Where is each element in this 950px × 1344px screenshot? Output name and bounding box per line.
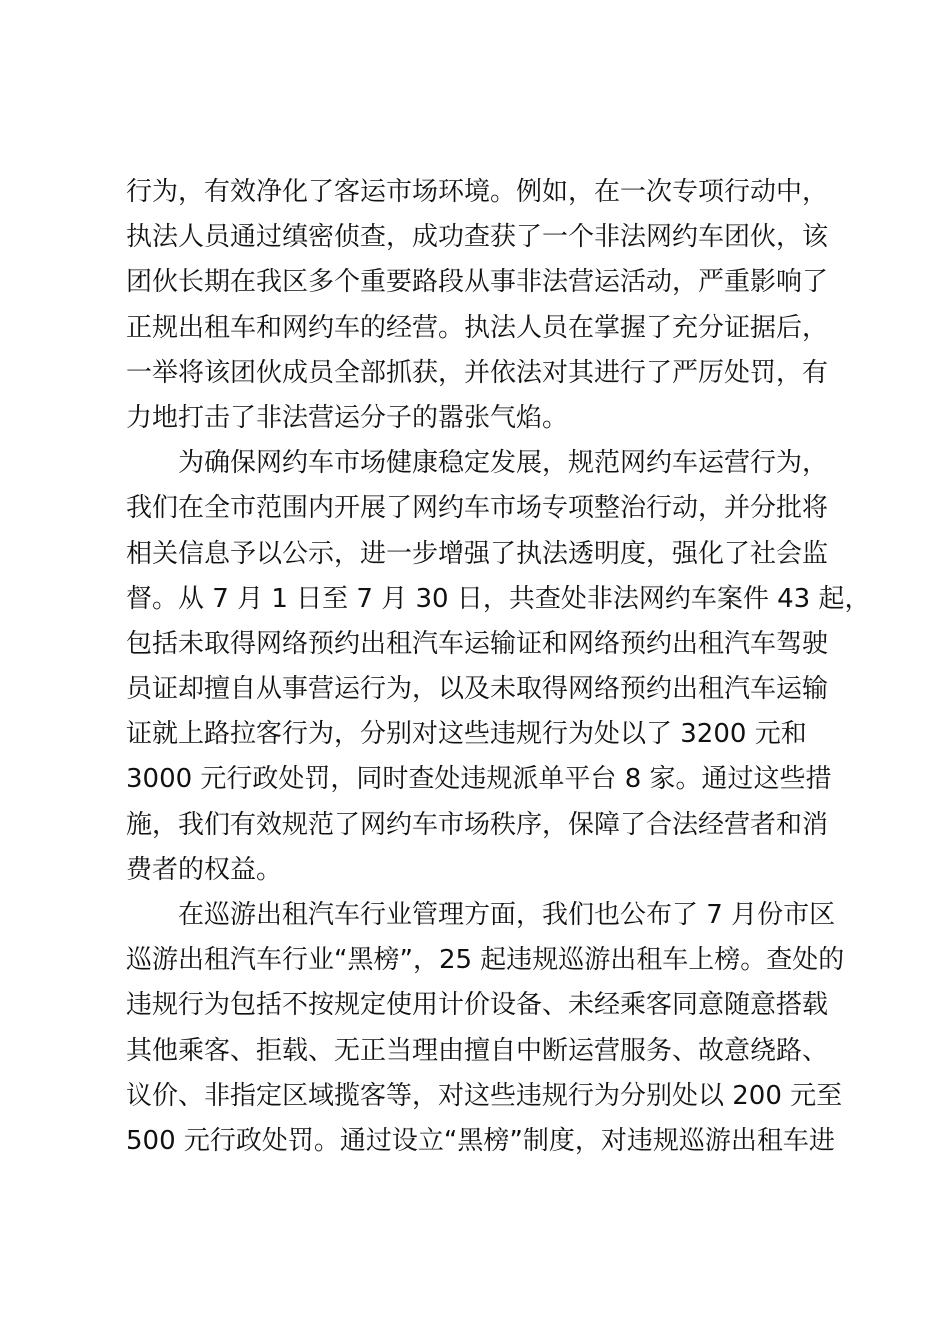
text-line: 议价、非指定区域揽客等，对这些违规行为分别处以 200 元至 xyxy=(126,1080,843,1111)
text-line: 督。从 7 月 1 日至 7 月 30 日，共查处非法网约车案件 43 起， xyxy=(126,583,871,614)
text-line: 为确保网约车市场健康稳定发展，规范网约车运营行为， xyxy=(178,448,829,479)
text-line: 执法人员通过缜密侦查，成功查获了一个非法网约车团伙，该 xyxy=(126,222,829,253)
text-line: 其他乘客、拒载、无正当理由擅自中断运营服务、故意绕路、 xyxy=(126,1035,829,1066)
text-line: 相关信息予以公示，进一步增强了执法透明度，强化了社会监 xyxy=(126,538,829,569)
text-line: 施，我们有效规范了网约车市场秩序，保障了合法经营者和消 xyxy=(126,809,829,840)
paragraph-3 xyxy=(126,893,845,1164)
text-line: 正规出租车和网约车的经营。执法人员在掌握了充分证据后， xyxy=(126,312,829,343)
paragraph-1 xyxy=(126,170,830,441)
text-line: 违规行为包括不按规定使用计价设备、未经乘客同意随意搭载 xyxy=(126,990,829,1021)
text-line: 3000 元行政处罚，同时查处违规派单平台 8 家。通过这些措 xyxy=(126,764,832,795)
document-body xyxy=(126,170,871,1164)
text-line: 力地打击了非法营运分子的嚣张气焰。 xyxy=(126,402,569,433)
text-line: 证就上路拉客行为，分别对这些违规行为处以了 3200 元和 xyxy=(126,719,807,750)
text-line: 500 元行政处罚。通过设立“黑榜”制度，对违规巡游出租车进 xyxy=(126,1125,835,1156)
paragraph-2 xyxy=(126,441,871,893)
text-line: 团伙长期在我区多个重要路段从事非法营运活动，严重影响了 xyxy=(126,267,829,298)
text-line: 一举将该团伙成员全部抓获，并依法对其进行了严厉处罚，有 xyxy=(126,357,829,388)
text-line: 巡游出租汽车行业“黑榜”，25 起违规巡游出租车上榜。查处的 xyxy=(126,945,845,976)
text-line: 员证却擅自从事营运行为，以及未取得网络预约出租汽车运输 xyxy=(126,674,829,705)
text-line: 行为，有效净化了客运市场环境。例如，在一次专项行动中， xyxy=(126,177,829,207)
text-line: 在巡游出租汽车行业管理方面，我们也公布了 7 月份市区 xyxy=(178,900,836,930)
text-line: 费者的权益。 xyxy=(126,854,283,885)
text-line: 我们在全市范围内开展了网约车市场专项整治行动，并分批将 xyxy=(126,493,829,524)
text-line: 包括未取得网络预约出租汽车运输证和网络预约出租汽车驾驶 xyxy=(126,628,829,659)
